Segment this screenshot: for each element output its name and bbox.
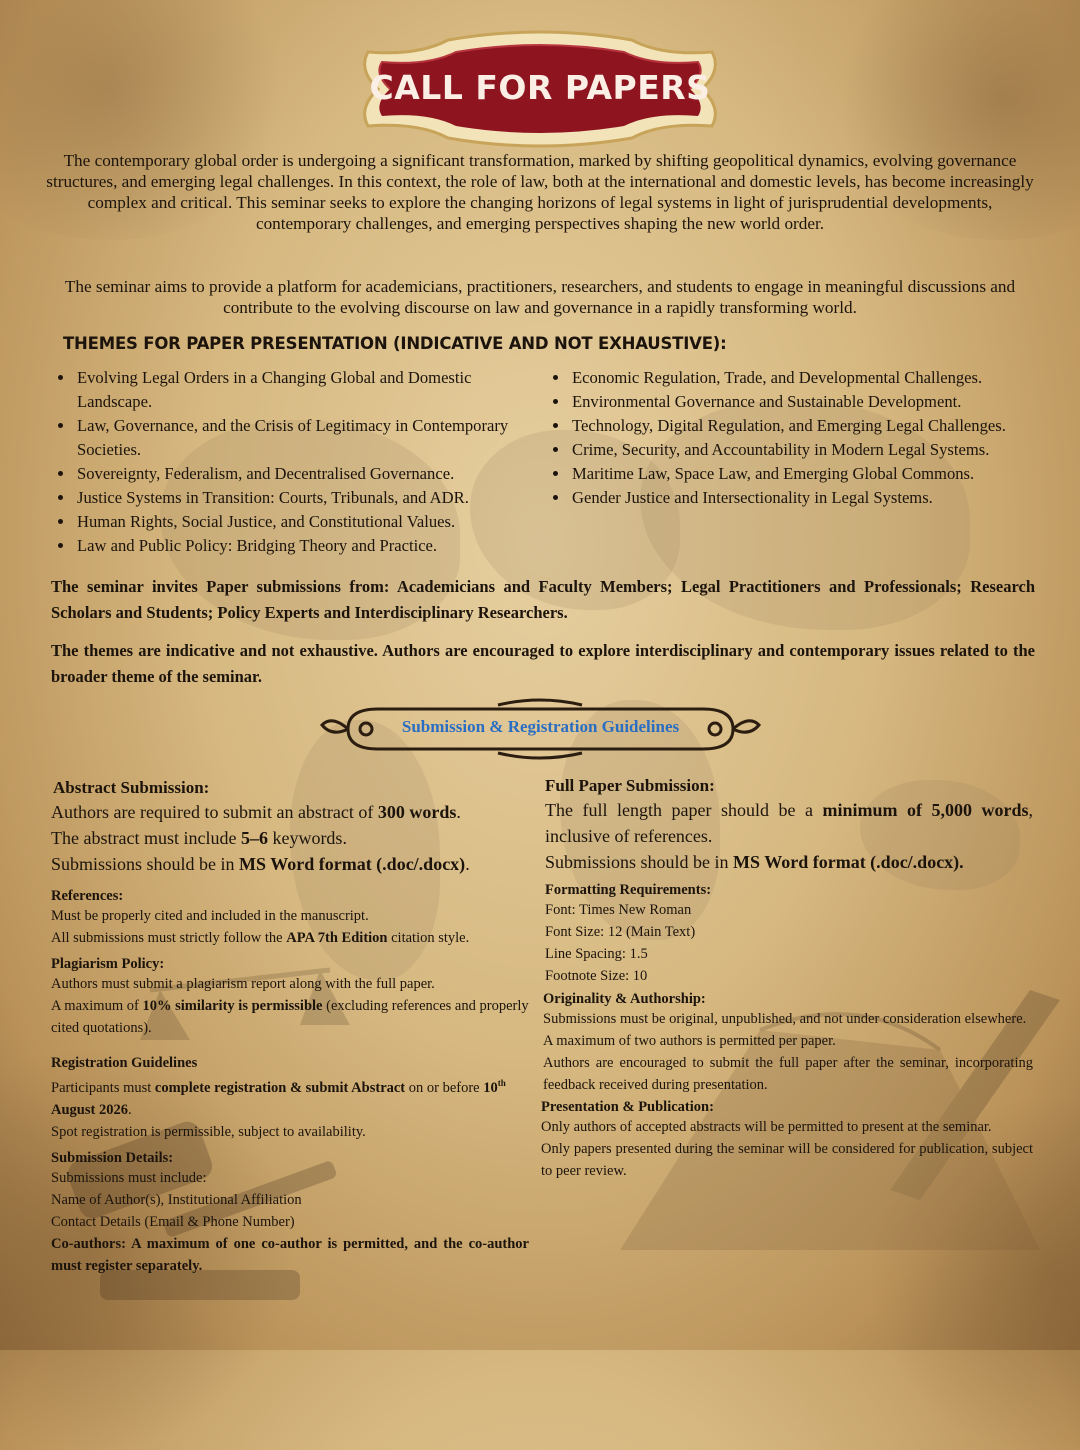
details-line: Name of Author(s), Institutional Affiliation	[51, 1191, 302, 1208]
intro-paragraph-1: The contemporary global order is undergoing a significant transformation, marked by shifting geopolitical dynamics, evolving governance structures, and emerging legal challenges. In this context, the role of law, both at the international and domestic levels, has become increasingly complex and critical. This seminar seeks to explore the changing horizons of legal systems in light of jurisprudential developments, contemporary challenges, and emerging perspectives shaping the new world order.	[46, 151, 1034, 233]
registration-heading: Registration Guidelines	[51, 1055, 198, 1071]
theme-item: • Crime, Security, and Accountability in Modern Legal Systems.	[570, 438, 1060, 462]
references-heading: References:	[51, 888, 124, 904]
originality-heading: Originality & Authorship:	[543, 991, 706, 1007]
registration-line: Participants must complete registration & submit Abstract on or before 10th August 2026.	[51, 1078, 506, 1118]
submission-details-heading: Submission Details:	[51, 1149, 174, 1166]
abstract-heading: Abstract Submission:	[53, 778, 210, 797]
registration-line: Spot registration is permissible, subject to availability.	[51, 1123, 366, 1140]
page-title: CALL FOR PAPERS	[369, 68, 711, 107]
theme-item: • Law, Governance, and the Crisis of Legitimacy in Contemporary Societies.	[75, 414, 545, 462]
coauthor-note: Co-authors: A maximum of one co-author is permitted, and the co-author must register separately.	[51, 1235, 529, 1274]
plagiarism-line: Authors must submit a plagiarism report along with the full paper.	[51, 976, 435, 992]
theme-item: • Sovereignty, Federalism, and Decentralised Governance.	[75, 462, 545, 486]
full-paper-line: The full length paper should be a minimum of 5,000 words, inclusive of references.	[545, 800, 1033, 846]
formatting-item: Font Size: 12 (Main Text)	[545, 924, 696, 940]
formatting-item: Font: Times New Roman	[545, 902, 692, 918]
presentation-line: Only papers presented during the seminar will be considered for publication, subject to peer review.	[541, 1141, 1033, 1179]
presentation-heading: Presentation & Publication:	[541, 1099, 714, 1115]
originality-line: A maximum of two authors is permitted per paper.	[543, 1033, 836, 1049]
themes-list-left	[53, 366, 545, 558]
theme-item: • Technology, Digital Regulation, and Emerging Legal Challenges.	[570, 414, 1060, 438]
theme-item: • Economic Regulation, Trade, and Developmental Challenges.	[570, 366, 1060, 390]
call-for-papers-banner	[338, 30, 742, 148]
full-paper-heading: Full Paper Submission:	[545, 776, 715, 795]
left-guidelines-column	[51, 778, 529, 1277]
abstract-line: Authors are required to submit an abstract of 300 words.	[51, 802, 461, 822]
formatting-item: Line Spacing: 1.5	[545, 946, 648, 962]
invite-paragraph: The seminar invites Paper submissions from: Academicians and Faculty Members; Legal Practitioners and Professionals; Research Scholars and Students; Policy Experts and Interdisciplinary Researchers.	[51, 577, 1035, 622]
formatting-item: Footnote Size: 10	[545, 968, 648, 984]
originality-line: Submissions must be original, unpublished, and not under consideration elsewhere.	[543, 1011, 1027, 1027]
presentation-line: Only authors of accepted abstracts will be permitted to present at the seminar.	[541, 1119, 992, 1135]
plagiarism-heading: Plagiarism Policy:	[51, 956, 165, 972]
theme-item: • Gender Justice and Intersectionality in Legal Systems.	[570, 486, 1060, 510]
themes-list-right	[548, 366, 1060, 510]
abstract-line: The abstract must include 5–6 keywords.	[51, 828, 347, 848]
theme-item: • Law and Public Policy: Bridging Theory and Practice.	[75, 534, 545, 558]
note-paragraph: The themes are indicative and not exhaustive. Authors are encouraged to explore interdisciplinary and contemporary issues related to the broader theme of the seminar.	[51, 641, 1035, 686]
theme-item: • Justice Systems in Transition: Courts, Tribunals, and ADR.	[75, 486, 545, 510]
abstract-line: Submissions should be in MS Word format (.doc/.docx).	[51, 854, 470, 874]
guidelines-banner	[318, 697, 763, 761]
plagiarism-line: A maximum of 10% similarity is permissible (excluding references and properly cited quotations).	[51, 998, 529, 1036]
originality-line: Authors are encouraged to submit the full paper after the seminar, incorporating feedback received during presentation.	[543, 1055, 1033, 1093]
intro-paragraph-2: The seminar aims to provide a platform for academicians, practitioners, researchers, and students to engage in meaningful discussions and contribute to the evolving discourse on law and governance in a rapidly transforming world.	[64, 277, 1016, 317]
full-paper-line: Submissions should be in MS Word format (.doc/.docx).	[545, 852, 964, 872]
details-line: Contact Details (Email & Phone Number)	[51, 1213, 295, 1230]
theme-item: • Maritime Law, Space Law, and Emerging Global Commons.	[570, 462, 1060, 486]
guidelines-title: Submission & Registration Guidelines	[401, 717, 680, 736]
themes-heading: THEMES FOR PAPER PRESENTATION (INDICATIVE AND NOT EXHAUSTIVE):	[63, 334, 727, 353]
details-line: Submissions must include:	[51, 1169, 207, 1186]
references-line: Must be properly cited and included in the manuscript.	[51, 908, 369, 924]
theme-item: • Human Rights, Social Justice, and Constitutional Values.	[75, 510, 545, 534]
theme-item: • Environmental Governance and Sustainable Development.	[570, 390, 1060, 414]
right-guidelines-column	[541, 776, 1033, 1182]
references-line: All submissions must strictly follow the APA 7th Edition citation style.	[51, 930, 470, 946]
formatting-heading: Formatting Requirements:	[545, 882, 712, 898]
theme-item: • Evolving Legal Orders in a Changing Global and Domestic Landscape.	[75, 366, 545, 414]
